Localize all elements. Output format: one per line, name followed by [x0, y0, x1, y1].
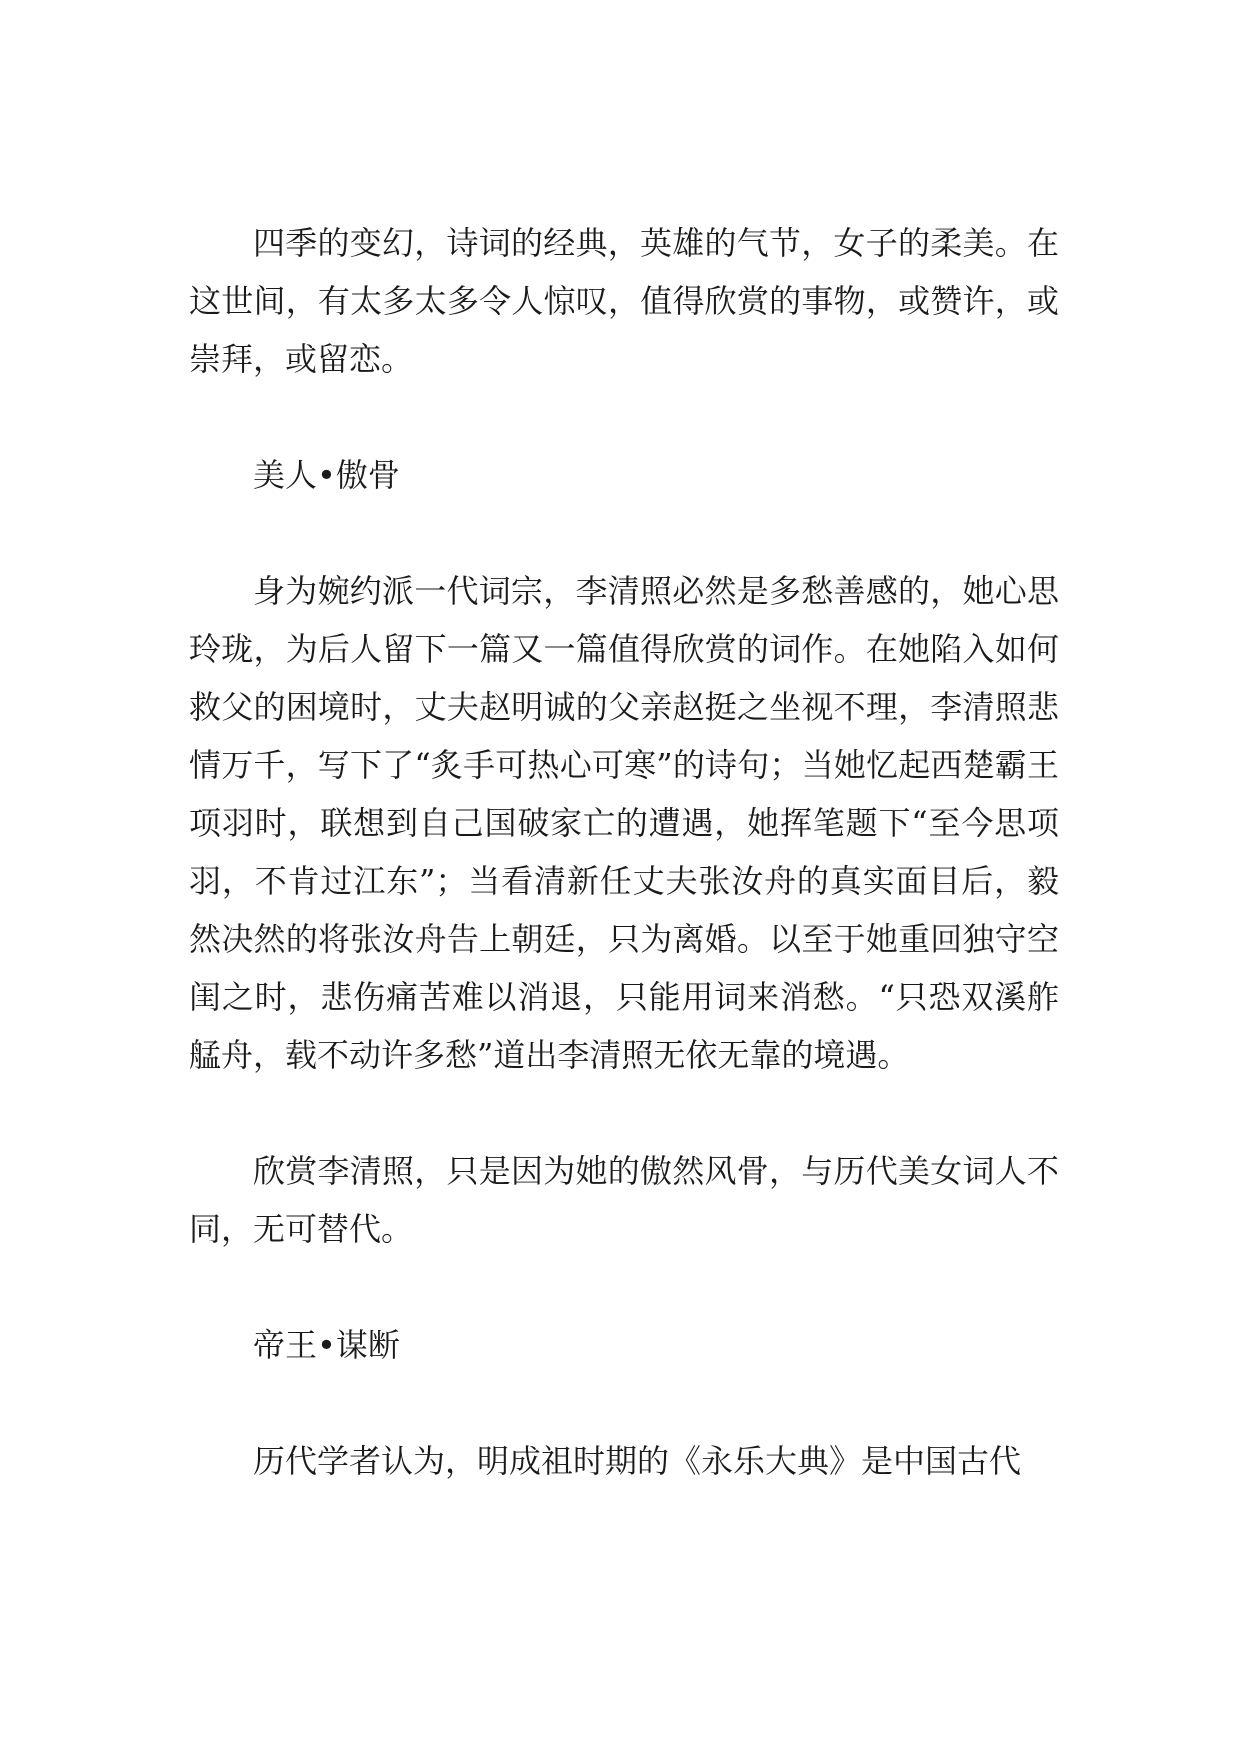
- section1-paragraph-2: 欣赏李清照，只是因为她的傲然风骨，与历代美女词人不同，无可替代。: [189, 1152, 1059, 1248]
- intro-paragraph: 四季的变幻，诗词的经典，英雄的气节，女子的柔美。在这世间，有太多太多令人惊叹，值得欣赏的事物，或赞许，或崇拜，或留恋。: [189, 224, 1059, 378]
- spacer: [189, 1374, 1059, 1432]
- spacer: [189, 388, 1059, 446]
- document-body: [189, 214, 1059, 1490]
- section-heading-beauty: 美人•傲骨: [253, 456, 400, 494]
- spacer: [189, 1084, 1059, 1142]
- section-heading-emperor: 帝王•谋断: [253, 1326, 400, 1364]
- section2-paragraph-1: 历代学者认为，明成祖时期的《永乐大典》是中国古代: [253, 1442, 1022, 1480]
- spacer: [189, 504, 1059, 562]
- section1-paragraph-1: 身为婉约派一代词宗，李清照必然是多愁善感的，她心思玲珑，为后人留下一篇又一篇值得欣赏的词作。在她陷入如何救父的困境时，丈夫赵明诚的父亲赵挺之坐视不理，李清照悲情万千，写下了“炙手可热心可寒”的诗句；当她忆起西楚霸王项羽时，联想到自己国破家亡的遭遇，她挥笔题下“至今思项羽，不肯过江东”；当看清新任丈夫张汝舟的真实面目后，毅然决然的将张汝舟告上朝廷，只为离婚。以至于她重回独守空闺之时，悲伤痛苦难以消退，只能用词来消愁。“只恐双溪舴艋舟，载不动许多愁”道出李清照无依无靠的境遇。: [189, 572, 1059, 1074]
- spacer: [189, 1258, 1059, 1316]
